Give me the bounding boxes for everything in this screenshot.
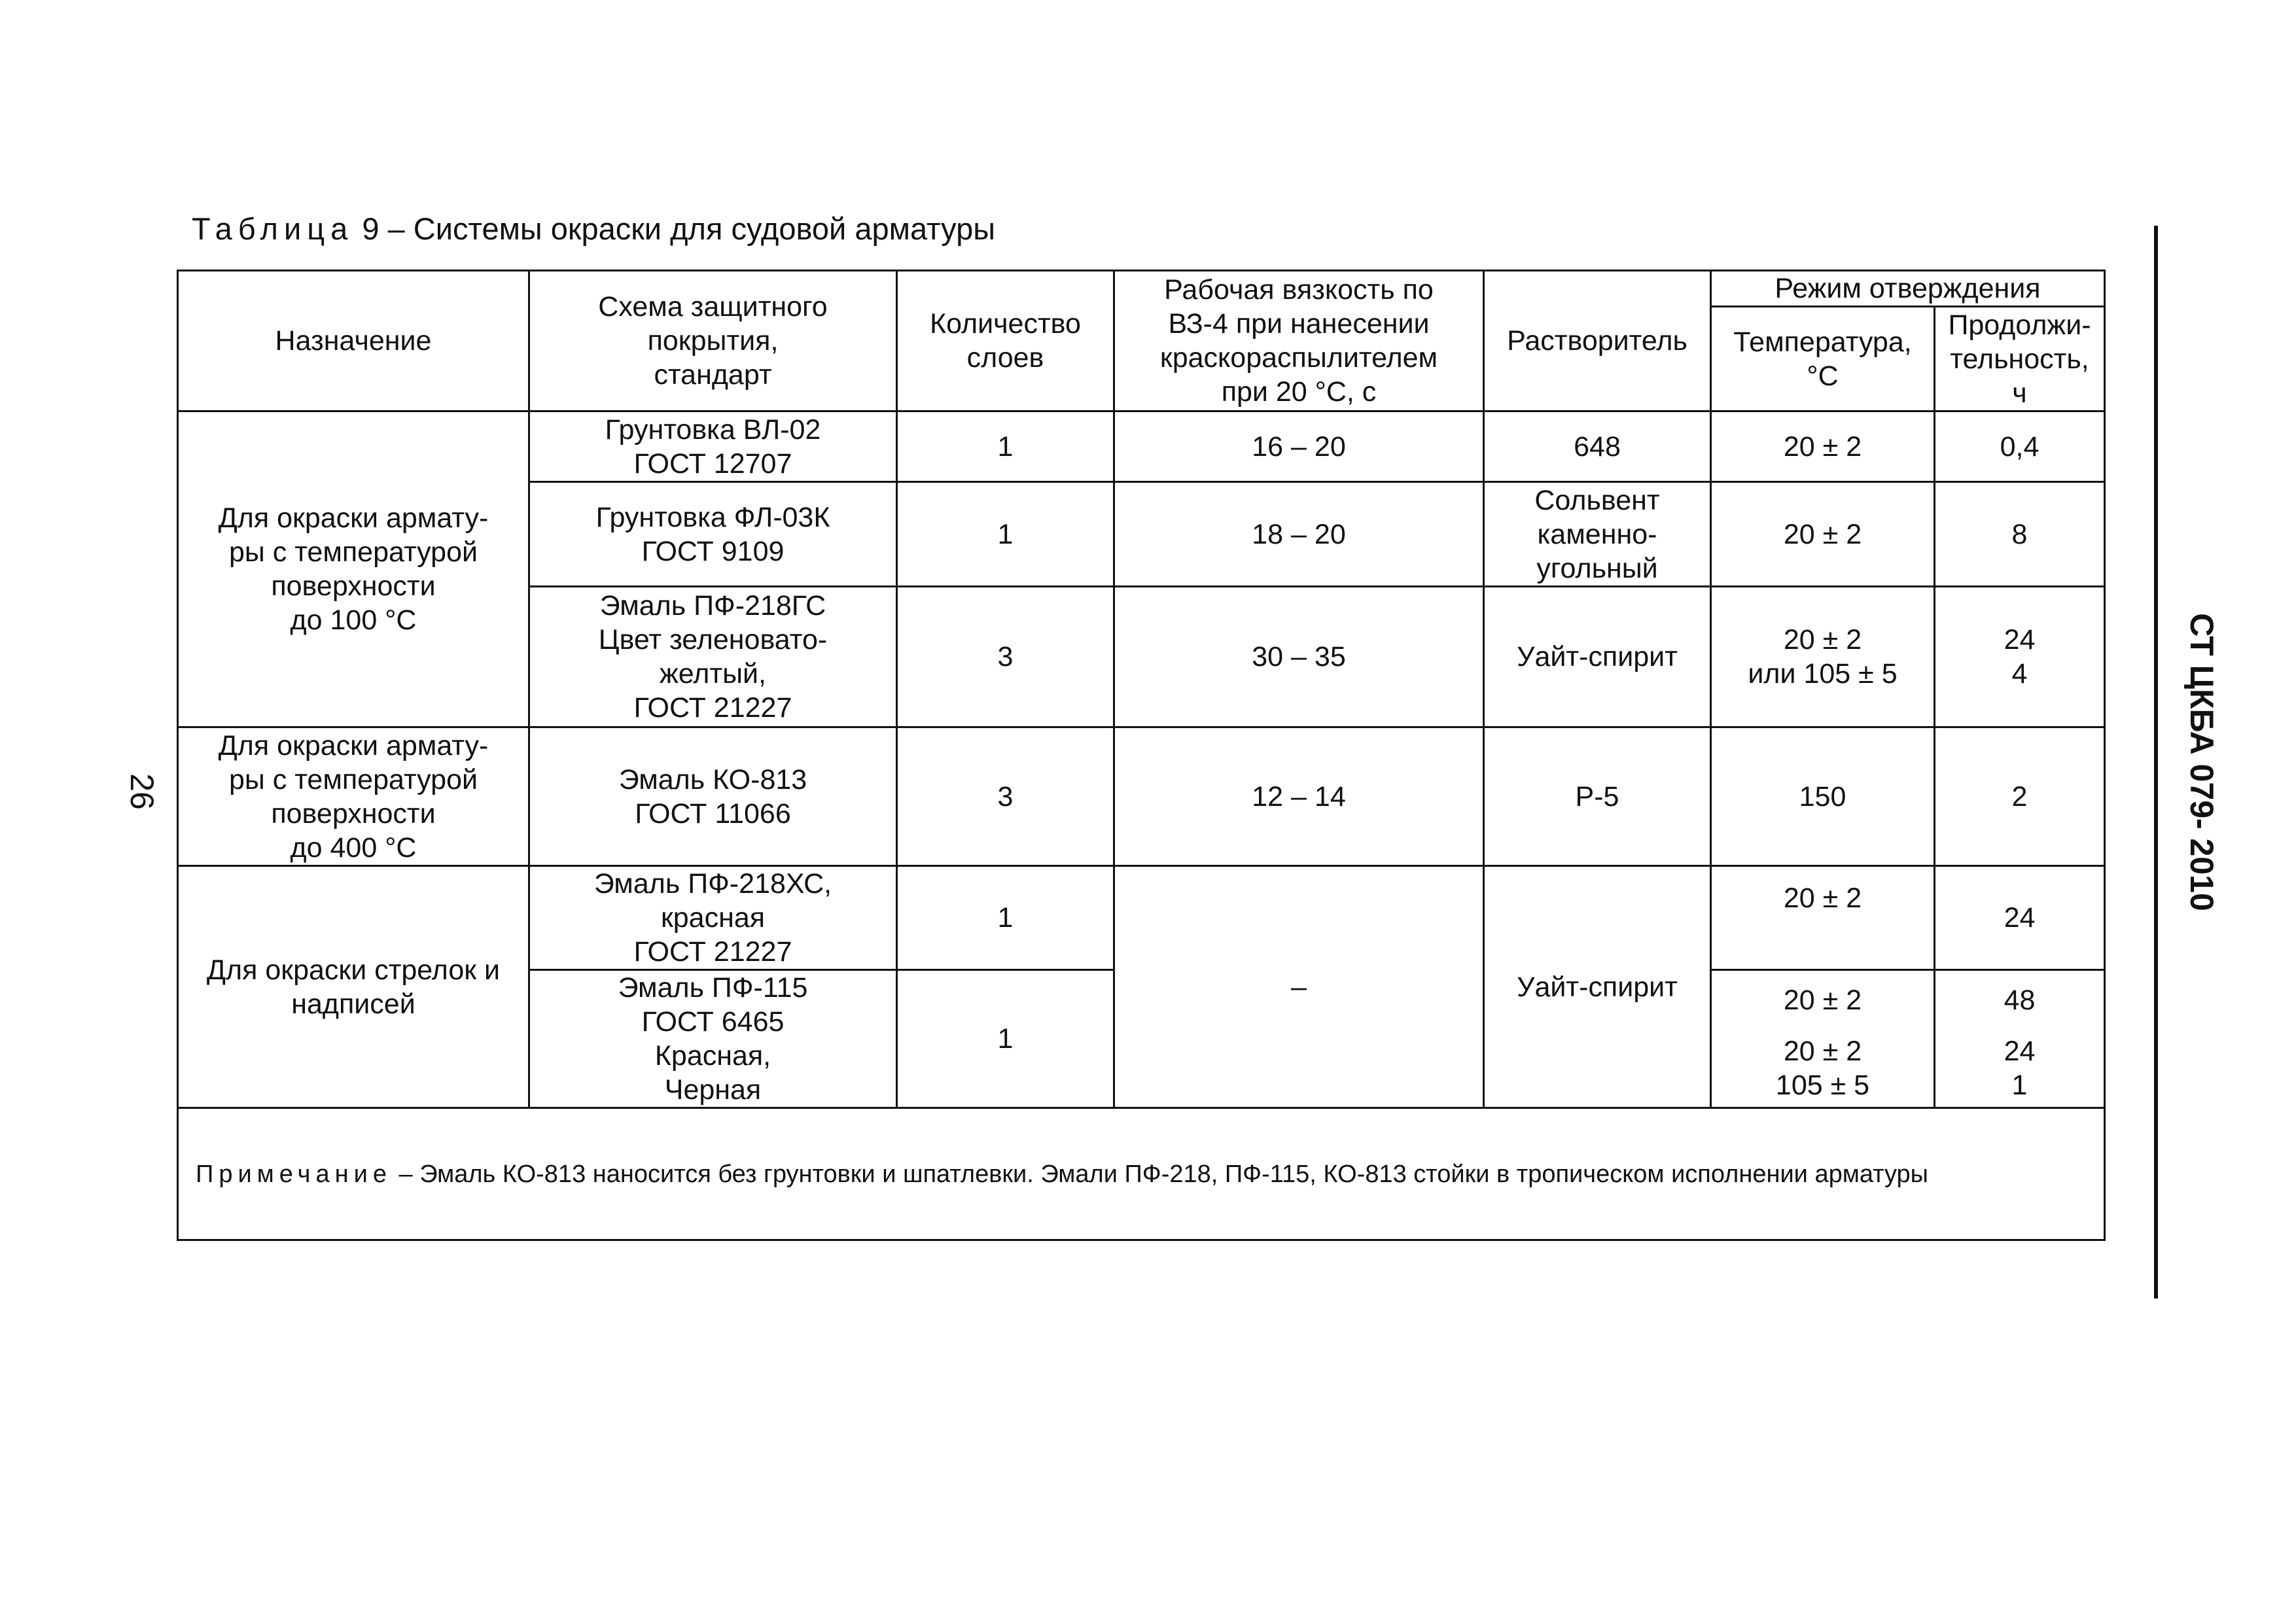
temperature-cell: 20 ± 2 или 105 ± 5 bbox=[1711, 587, 1935, 727]
side-rule bbox=[2154, 226, 2158, 1299]
group-cell: Для окраски стрелок и надписей bbox=[178, 866, 529, 1108]
header-layers: Количество слоев bbox=[897, 271, 1114, 411]
layers-cell: 1 bbox=[897, 970, 1114, 1108]
solvent-cell: Уайт-спирит bbox=[1484, 587, 1711, 727]
viscosity-cell: 12 – 14 bbox=[1114, 727, 1484, 866]
note-row bbox=[178, 1108, 2105, 1240]
scheme-cell: Эмаль ПФ-115 ГОСТ 6465 Красная, Черная bbox=[529, 970, 897, 1108]
solvent-cell: Р-5 bbox=[1484, 727, 1711, 866]
duration-cell: 2 bbox=[1935, 727, 2105, 866]
header-solvent: Растворитель bbox=[1484, 271, 1711, 411]
header-purpose: Назначение bbox=[178, 271, 529, 411]
viscosity-cell: 18 – 20 bbox=[1114, 482, 1484, 587]
layers-cell: 1 bbox=[897, 866, 1114, 970]
group-cell: Для окраски армату- ры с температурой поверхности до 100 °С bbox=[178, 411, 529, 727]
temperature-cell: 20 ± 2 bbox=[1711, 970, 1935, 1030]
temperature-cell: 20 ± 2 bbox=[1711, 482, 1935, 587]
note-text: – Эмаль КО-813 наносится без грунтовки и шпатлевки. Эмали ПФ-218, ПФ-115, КО-813 стойки в тропическом исполнении арматуры bbox=[398, 1160, 1928, 1188]
duration-cell: 0,4 bbox=[1935, 411, 2105, 482]
layers-cell: 1 bbox=[897, 411, 1114, 482]
temperature-cell: 20 ± 2 105 ± 5 bbox=[1711, 1030, 1935, 1108]
duration-cell: 24 4 bbox=[1935, 587, 2105, 727]
table-row bbox=[178, 411, 2105, 482]
scheme-cell: Эмаль ПФ-218ГС Цвет зеленовато- желтый, ГОСТ 21227 bbox=[529, 587, 897, 727]
viscosity-cell: – bbox=[1114, 866, 1484, 1108]
scheme-cell: Эмаль ПФ-218ХС, красная ГОСТ 21227 bbox=[529, 866, 897, 970]
header-scheme: Схема защитного покрытия, стандарт bbox=[529, 271, 897, 411]
document-code: СТ ЦКБА 079- 2010 bbox=[2183, 613, 2220, 911]
temperature-cell: 20 ± 2 bbox=[1711, 411, 1935, 482]
solvent-cell: 648 bbox=[1484, 411, 1711, 482]
layers-cell: 1 bbox=[897, 482, 1114, 587]
duration-cell: 24 1 bbox=[1935, 1030, 2105, 1108]
table-note bbox=[178, 1108, 2105, 1240]
header-curing: Режим отверждения bbox=[1711, 271, 2105, 307]
caption-number: 9 bbox=[362, 211, 380, 246]
temperature-cell: 20 ± 2 bbox=[1711, 866, 1935, 970]
temperature-cell: 150 bbox=[1711, 727, 1935, 866]
caption-label: Таблица bbox=[192, 211, 354, 246]
viscosity-cell: 16 – 20 bbox=[1114, 411, 1484, 482]
header-duration: Продолжи- тельность, ч bbox=[1935, 307, 2105, 411]
layers-cell: 3 bbox=[897, 587, 1114, 727]
caption-text: – Системы окраски для судовой арматуры bbox=[387, 211, 995, 246]
solvent-cell: Уайт-спирит bbox=[1484, 866, 1711, 1108]
solvent-cell: Сольвент каменно- угольный bbox=[1484, 482, 1711, 587]
table-row bbox=[178, 866, 2105, 970]
header-viscosity: Рабочая вязкость по ВЗ-4 при нанесении краскораспылителем при 20 °С, с bbox=[1114, 271, 1484, 411]
layers-cell: 3 bbox=[897, 727, 1114, 866]
note-label: Примечание bbox=[196, 1160, 392, 1188]
table-caption bbox=[192, 211, 995, 247]
page-number: 26 bbox=[124, 773, 160, 810]
scheme-cell: Грунтовка ВЛ-02 ГОСТ 12707 bbox=[529, 411, 897, 482]
duration-cell: 8 bbox=[1935, 482, 2105, 587]
table-row bbox=[178, 727, 2105, 866]
duration-cell: 48 bbox=[1935, 970, 2105, 1030]
duration-cell: 24 bbox=[1935, 866, 2105, 970]
scheme-cell: Грунтовка ФЛ-03К ГОСТ 9109 bbox=[529, 482, 897, 587]
scheme-cell: Эмаль КО-813 ГОСТ 11066 bbox=[529, 727, 897, 866]
header-temperature: Температура, °С bbox=[1711, 307, 1935, 411]
group-cell: Для окраски армату- ры с температурой поверхности до 400 °С bbox=[178, 727, 529, 866]
paint-systems-table bbox=[177, 270, 2106, 1241]
viscosity-cell: 30 – 35 bbox=[1114, 587, 1484, 727]
